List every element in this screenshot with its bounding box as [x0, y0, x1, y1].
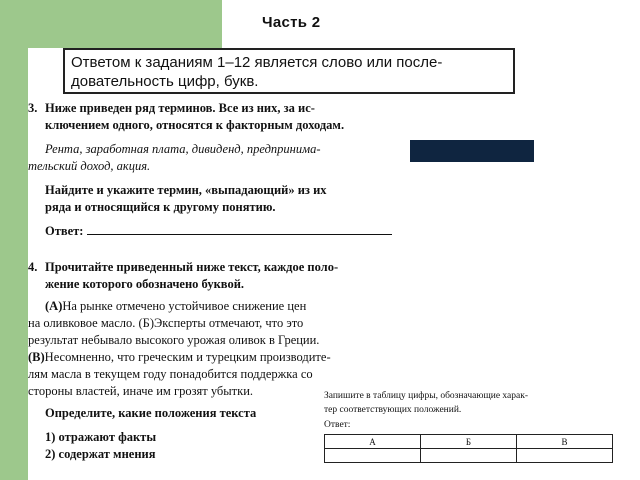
label-v: (В) [28, 350, 45, 364]
answer-table-panel [312, 388, 624, 480]
column-header-b: Б [421, 435, 517, 449]
task3-line-1: Ниже приведен ряд терминов. Все из них, за ис- [45, 101, 315, 115]
task4-text-line-6: стороны властей, иначе им грозят убытки. [28, 384, 254, 398]
answer-cell-b[interactable] [421, 449, 517, 463]
column-header-v: В [517, 435, 613, 449]
task4-option-1: 1) отражают факты [45, 430, 157, 444]
task3-terms-line-2: тельский доход, акция. [28, 159, 151, 173]
task4-option-2: 2) содержат мнения [45, 447, 156, 461]
answer-cell-v[interactable] [517, 449, 613, 463]
green-banner-left [0, 48, 28, 480]
task3-answer [45, 223, 392, 239]
task4-text-line-4 [28, 349, 331, 365]
text-a: На рынке отмечено устойчивое снижение цен [62, 299, 307, 313]
intro-line-2: довательность цифр, букв. [71, 73, 259, 90]
task4-text-line-5: лям масла в текущем году понадобится поддержка со [28, 367, 313, 381]
green-banner-top [0, 0, 222, 48]
part-title: Часть 2 [262, 14, 321, 31]
intro-line-1: Ответом к заданиям 1–12 является слово или после- [71, 54, 443, 71]
task4-text-line-2: на оливковое масло. (Б)Эксперты отмечают, что это [28, 316, 304, 330]
task3-answer-label: Ответ: [45, 224, 84, 238]
task4-number: 4. [28, 260, 38, 274]
side-answer-label: Ответ: [324, 420, 351, 430]
task3-line-2: ключением одного, относятся к факторным доходам. [45, 118, 345, 132]
column-header-a: А [325, 435, 421, 449]
task3-instruction-line-1: Найдите и укажите термин, «выпадающий» из их [45, 183, 327, 197]
answer-table-input-row [325, 449, 613, 463]
answer-cell-a[interactable] [325, 449, 421, 463]
task4-text-line-3: результат небывало высокого урожая оливок в Греции. [28, 333, 320, 347]
task3-terms-line-1: Рента, заработная плата, дивиденд, предпринима- [45, 142, 321, 156]
task4-line-1: Прочитайте приведенный ниже текст, каждое поло- [45, 260, 339, 274]
text-v: Несомненно, что греческим и турецким производите- [44, 350, 331, 364]
task4-line-2: жение которого обозначено буквой. [45, 277, 245, 291]
side-instruction-line-1: Запишите в таблицу цифры, обозначающие харак- [324, 391, 529, 401]
task3-number: 3. [28, 101, 38, 115]
label-a: (А) [45, 299, 63, 313]
intro-box [63, 48, 515, 94]
task4-question: Определите, какие положения текста [45, 406, 257, 420]
task4-text-line-1 [45, 298, 306, 314]
side-instruction-line-2: тер соответствующих положений. [324, 405, 462, 415]
answer-table [324, 434, 613, 463]
task3-answer-line [87, 224, 392, 235]
answer-table-header-row [325, 435, 613, 449]
task3-instruction-line-2: ряда и относящийся к другому понятию. [45, 200, 276, 214]
dark-overlay-block [410, 140, 534, 162]
